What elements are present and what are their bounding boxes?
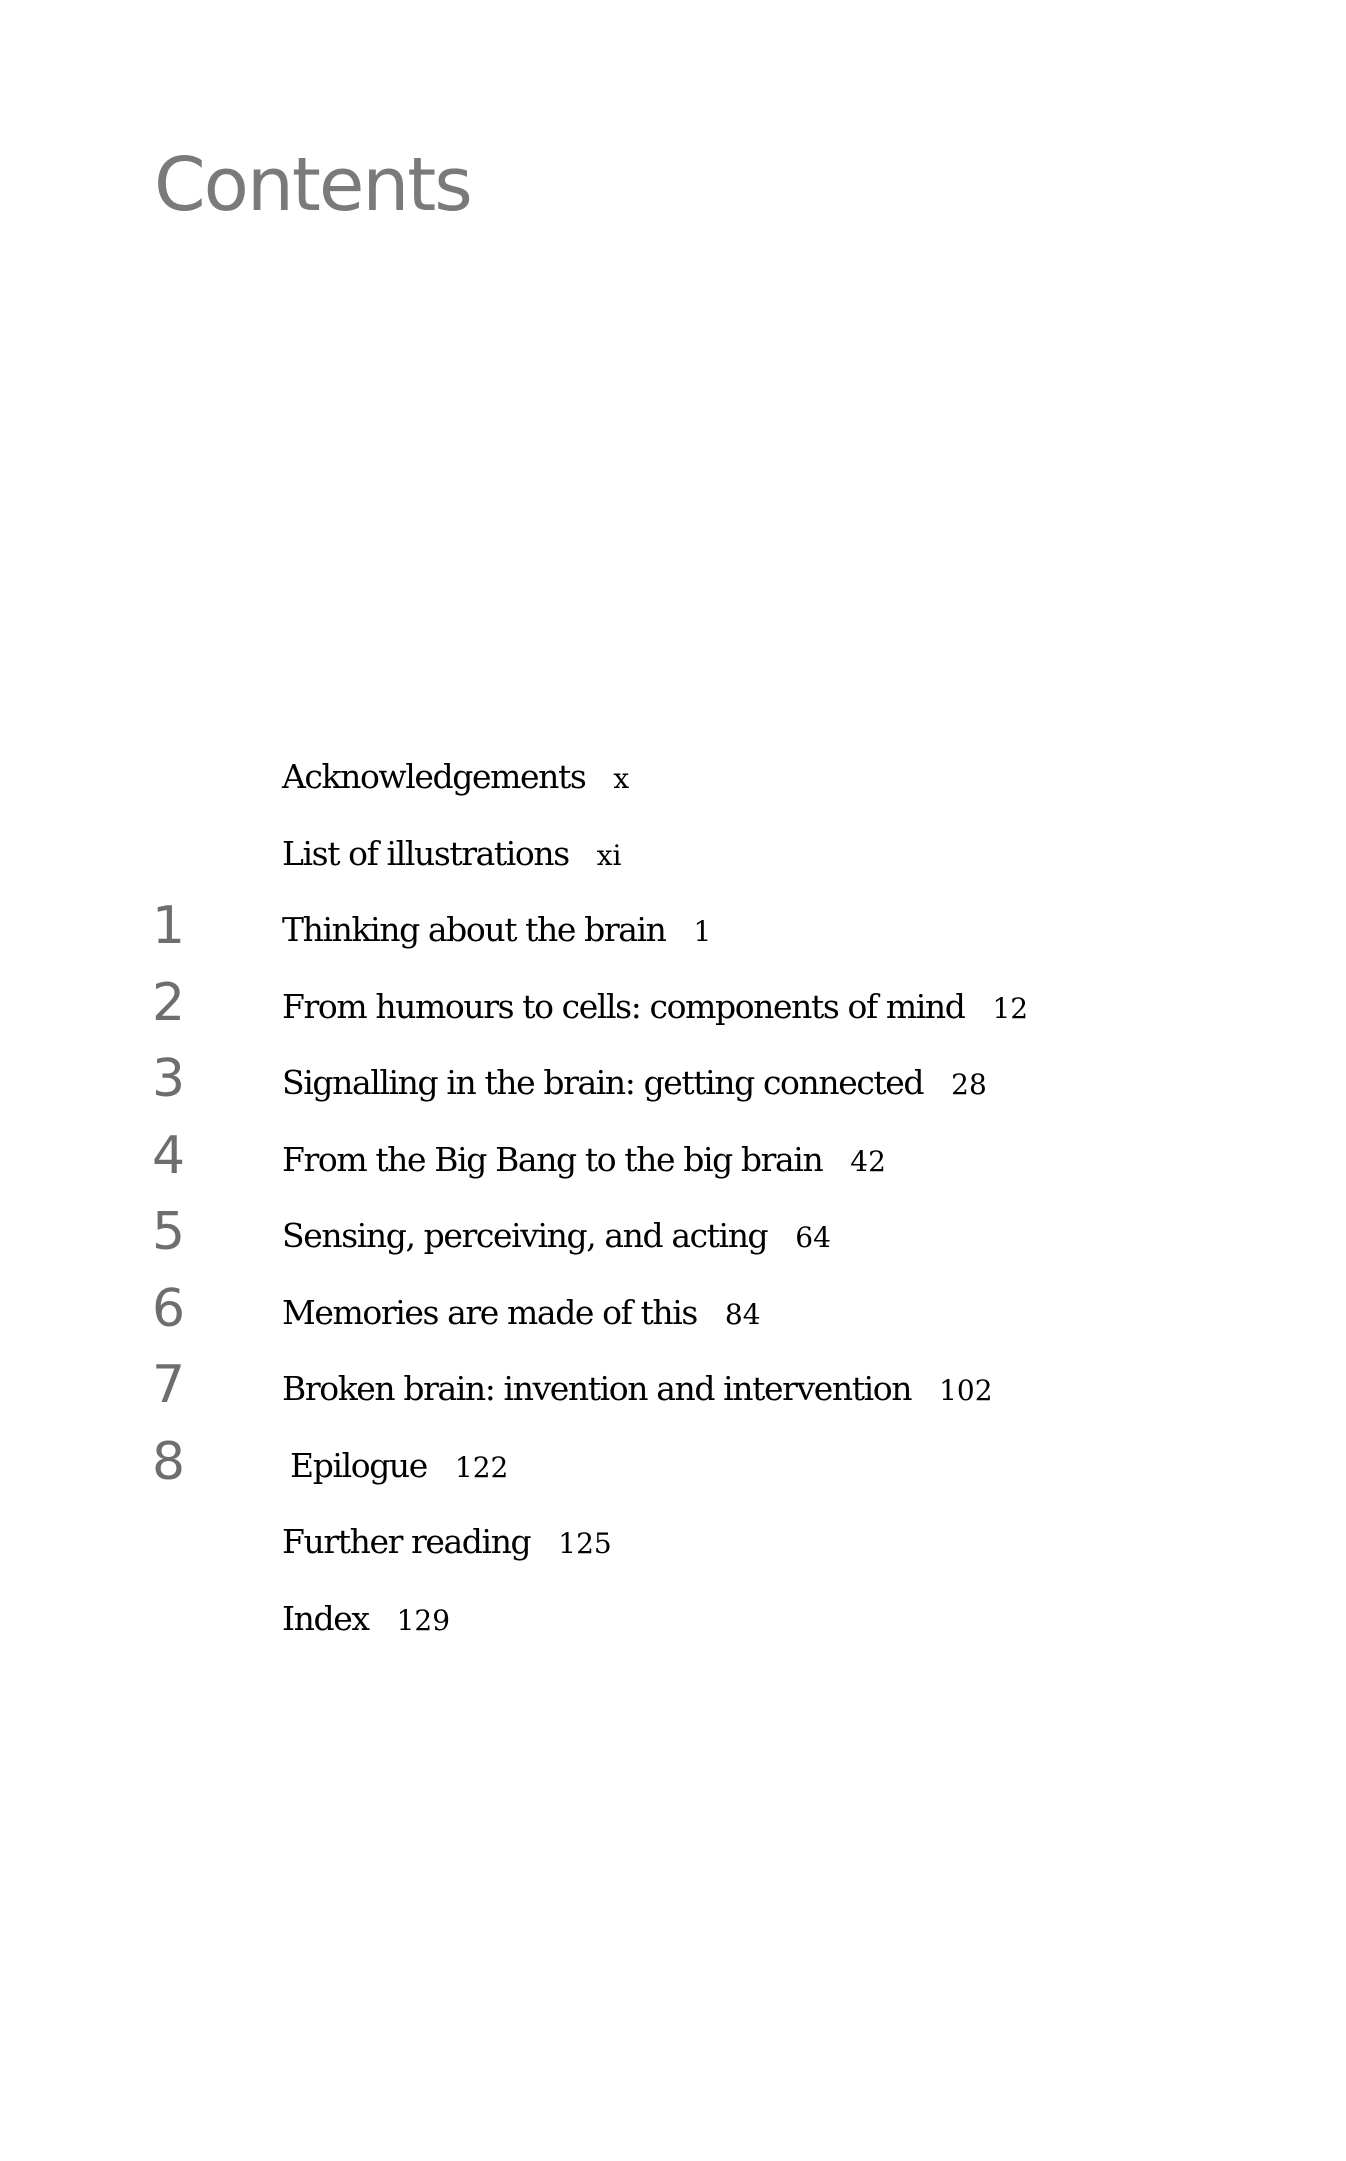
toc-entry-title[interactable]: Thinking about the brain xyxy=(282,910,666,949)
toc-entry-text xyxy=(282,910,711,952)
toc-entry-text xyxy=(282,1293,761,1335)
toc-entry-title[interactable]: Further reading xyxy=(282,1522,531,1561)
toc-entry-title[interactable]: List of illustrations xyxy=(282,833,569,873)
chapter-number: 4 xyxy=(152,1125,186,1186)
chapter-number: 3 xyxy=(152,1049,186,1109)
toc-entry-page: 12 xyxy=(992,991,1029,1025)
toc-entry-title[interactable]: Broken brain: invention and intervention xyxy=(282,1369,912,1408)
toc-entry-further-reading[interactable] xyxy=(0,1508,1346,1585)
toc-entry-page: 42 xyxy=(850,1144,886,1178)
table-of-contents xyxy=(0,743,1346,1661)
toc-entry-title[interactable]: Memories are made of this xyxy=(282,1292,697,1332)
toc-entry-title[interactable]: From humours to cells: components of mind xyxy=(282,986,965,1026)
toc-entry-page: 84 xyxy=(724,1297,761,1331)
toc-entry-text xyxy=(282,1063,987,1105)
toc-entry-text xyxy=(282,1446,508,1488)
toc-entry-page: xi xyxy=(596,838,622,872)
toc-entry-chapter-6[interactable] xyxy=(0,1279,1346,1356)
toc-entry-list-of-illustrations[interactable] xyxy=(0,820,1346,897)
toc-entry-chapter-8[interactable] xyxy=(0,1432,1346,1509)
toc-entry-chapter-1[interactable] xyxy=(0,896,1346,973)
toc-entry-text xyxy=(282,834,622,876)
chapter-number: 2 xyxy=(152,972,186,1033)
toc-entry-page: 102 xyxy=(939,1374,993,1407)
toc-entry-page: 129 xyxy=(396,1603,451,1637)
toc-entry-text xyxy=(282,1599,450,1641)
toc-entry-text xyxy=(282,987,1028,1029)
toc-entry-index[interactable] xyxy=(0,1585,1346,1662)
toc-entry-title[interactable]: Acknowledgements xyxy=(282,757,586,796)
toc-entry-page: 64 xyxy=(795,1221,831,1254)
toc-entry-page: 122 xyxy=(454,1450,509,1484)
toc-entry-page: 125 xyxy=(558,1527,612,1560)
toc-entry-text xyxy=(282,1216,831,1258)
toc-entry-chapter-7[interactable] xyxy=(0,1355,1346,1432)
toc-entry-chapter-2[interactable] xyxy=(0,973,1346,1050)
chapter-number: 8 xyxy=(152,1431,186,1492)
toc-entry-chapter-4[interactable] xyxy=(0,1126,1346,1203)
page-title: Contents xyxy=(154,142,471,228)
toc-entry-acknowledgements[interactable] xyxy=(0,743,1346,820)
chapter-number: 6 xyxy=(152,1278,186,1339)
toc-entry-title[interactable]: From the Big Bang to the big brain xyxy=(282,1139,823,1179)
toc-entry-text xyxy=(282,1140,886,1182)
toc-entry-title[interactable]: Index xyxy=(282,1598,369,1638)
toc-entry-title[interactable]: Epilogue xyxy=(290,1445,427,1485)
toc-entry-text xyxy=(282,757,629,799)
toc-entry-text xyxy=(282,1369,993,1411)
chapter-number: 7 xyxy=(152,1355,186,1415)
toc-entry-page: 28 xyxy=(951,1068,987,1101)
toc-entry-chapter-5[interactable] xyxy=(0,1202,1346,1279)
chapter-number: 1 xyxy=(152,896,186,956)
toc-entry-page: x xyxy=(613,762,630,795)
chapter-number: 5 xyxy=(152,1202,186,1262)
toc-entry-title[interactable]: Signalling in the brain: getting connected xyxy=(282,1063,924,1102)
toc-entry-text xyxy=(282,1522,612,1564)
toc-entry-page: 1 xyxy=(693,915,712,948)
toc-entry-title[interactable]: Sensing, perceiving, and acting xyxy=(282,1216,768,1255)
toc-entry-chapter-3[interactable] xyxy=(0,1049,1346,1126)
